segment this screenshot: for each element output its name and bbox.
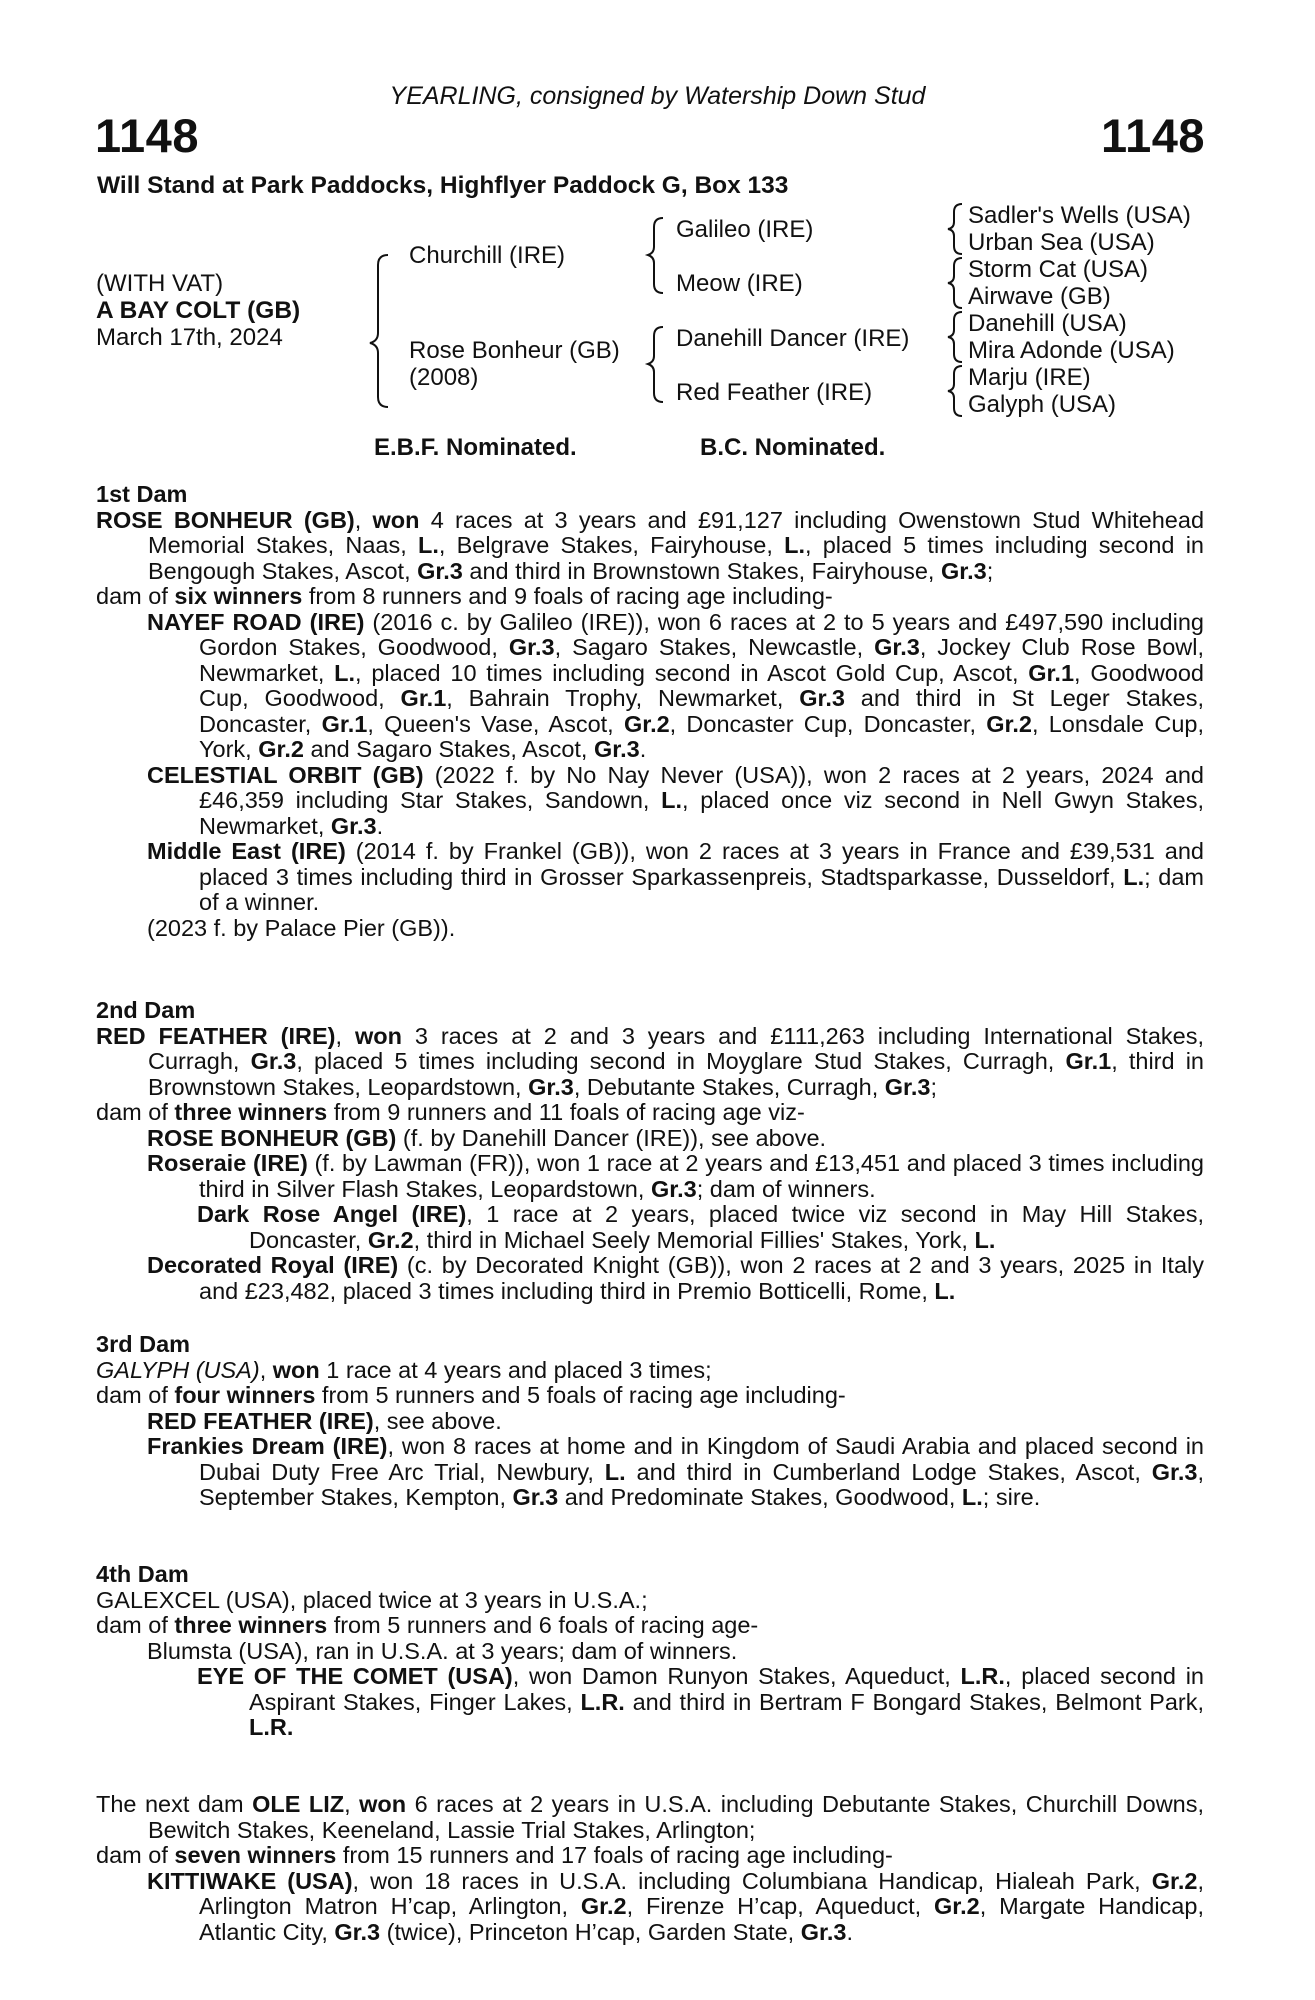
produce-2023-filly: (2023 f. by Palace Pier (GB)). bbox=[147, 914, 456, 941]
first-dam-name: ROSE BONHEUR (GB) bbox=[96, 506, 355, 533]
section-next-dam bbox=[96, 1792, 1204, 1945]
catalogue-subtitle: YEARLING, consigned by Watership Down Stud bbox=[389, 82, 926, 110]
bracket-main bbox=[370, 255, 388, 407]
horse-name: A BAY COLT (GB) bbox=[96, 297, 301, 324]
produce-nayef-road: NAYEF ROAD (IRE) (2016 c. by Galileo (IRE)), won 6 races at 2 to 5 years and £497,590 including Gordon Stakes, Goodwood, Gr.3, Sagaro Stakes, Newcastle, Gr.3, Jockey Club Rose Bowl, Newmarket, L., placed 10 times including second in Ascot Gold Cup, Ascot, Gr.1, Goodwood Cup, Goodwood, Gr.1, Bahrain Trophy, Newmarket, Gr.3 and third in St Leger Stakes, Doncaster, Gr.1, Queen's Vase, Ascot, Gr.2, Doncaster Cup, Doncaster, Gr.2, Lonsdale Cup, York, Gr.2 and Sagaro Stakes, Ascot, Gr.3. bbox=[147, 608, 1204, 762]
dam-year: (2008) bbox=[409, 364, 479, 391]
produce-decorated-royal: Decorated Royal (IRE) (c. by Decorated Knight (GB)), won 2 races at 2 and 3 years, 2025 in Italy and £23,482, placed 3 times including third in Premio Botticelli, Rome, L. bbox=[147, 1252, 1204, 1304]
produce-eye-of-the-comet: EYE OF THE COMET (USA), won Damon Runyon Stakes, Aqueduct, L.R., placed second in Aspirant Stakes, Finger Lakes, L.R. and third in Bertram F Bongard Stakes, Belmont Park, L.R. bbox=[197, 1663, 1204, 1740]
second-dam-record: RED FEATHER (IRE), won 3 races at 2 and 3 years and £111,263 including International Stakes, Curragh, Gr.3, placed 5 times including second in Moyglare Stud Stakes, Curragh, Gr.1, third in Brownstown Stakes, Leopardstown, Gr.3, Debutante Stakes, Curragh, Gr.3; bbox=[96, 1022, 1205, 1100]
produce-middle-east: Middle East (IRE) (2014 f. by Frankel (GB)), won 2 races at 3 years in France and £39,531 and placed 3 times including third in Grosser Sparkassenpreis, Stadtsparkasse, Dusseldorf, L.; dam of a winner. bbox=[147, 838, 1205, 915]
produce-frankies-dream: Frankies Dream (IRE), won 8 races at home and in Kingdom of Saudi Arabia and placed second in Dubai Duty Free Arc Trial, Newbury, L. and third in Cumberland Lodge Stakes, Ascot, Gr.3, September Stakes, Kempton, Gr.3 and Predominate Stakes, Goodwood, L.; sire. bbox=[147, 1433, 1205, 1510]
ggsire-1: Sadler's Wells (USA) bbox=[968, 202, 1191, 229]
sire: Churchill (IRE) bbox=[409, 242, 566, 269]
next-dam-record: The next dam OLE LIZ, won 6 races at 2 years in U.S.A. including Debutante Stakes, Churchill Downs, Bewitch Stakes, Keeneland, Lassie Trial Stakes, Arlington; bbox=[96, 1791, 1205, 1843]
stand-location: Will Stand at Park Paddocks, Highflyer Paddock G, Box 133 bbox=[97, 172, 789, 199]
vat-label: (WITH VAT) bbox=[96, 270, 224, 297]
ggdam-2: Airwave (GB) bbox=[968, 283, 1111, 310]
produce-roseraie: Roseraie (IRE) (f. by Lawman (FR)), won 1 race at 2 years and £13,451 and placed 3 times including third in Silver Flash Stakes, Leopardstown, Gr.3; dam of winners. bbox=[147, 1150, 1204, 1202]
bracket-sire bbox=[648, 218, 663, 293]
ebf-nominated: E.B.F. Nominated. bbox=[374, 434, 577, 461]
ggsire-4: Marju (IRE) bbox=[968, 364, 1091, 391]
third-dam-heading: 3rd Dam bbox=[96, 1331, 191, 1357]
lot-number-left: 1148 bbox=[95, 109, 199, 162]
sire-sire: Galileo (IRE) bbox=[676, 216, 814, 243]
next-dam-produce-summary: dam of seven winners from 15 runners and 17 foals of racing age including- bbox=[96, 1842, 893, 1868]
bracket-red-feather bbox=[948, 366, 962, 416]
first-dam-heading: 1st Dam bbox=[96, 481, 188, 507]
bracket-galileo bbox=[948, 204, 962, 254]
produce-blumsta: Blumsta (USA), ran in U.S.A. at 3 years; dam of winners. bbox=[147, 1637, 738, 1664]
section-third-dam bbox=[96, 1332, 1204, 1511]
dam-sire: Danehill Dancer (IRE) bbox=[676, 325, 910, 352]
produce-red-feather: RED FEATHER (IRE), see above. bbox=[147, 1407, 502, 1434]
dam: Rose Bonheur (GB) bbox=[409, 337, 620, 364]
section-second-dam bbox=[96, 998, 1204, 1304]
third-dam-record: GALYPH (USA), won 1 race at 4 years and placed 3 times; bbox=[96, 1356, 712, 1383]
bracket-dam bbox=[648, 327, 663, 402]
ggdam-1: Urban Sea (USA) bbox=[968, 229, 1155, 256]
produce-rose-bonheur: ROSE BONHEUR (GB) (f. by Danehill Dancer (IRE)), see above. bbox=[147, 1124, 827, 1151]
second-dam-produce-summary: dam of three winners from 9 runners and 11 foals of racing age viz- bbox=[96, 1099, 805, 1125]
fourth-dam-produce-summary: dam of three winners from 5 runners and 6 foals of racing age- bbox=[96, 1612, 759, 1638]
produce-celestial-orbit: CELESTIAL ORBIT (GB) (2022 f. by No Nay Never (USA)), won 2 races at 2 years, 2024 and £46,359 including Star Stakes, Sandown, L., placed once viz second in Nell Gwyn Stakes, Newmarket, Gr.3. bbox=[147, 761, 1204, 839]
fourth-dam-heading: 4th Dam bbox=[96, 1561, 189, 1587]
bracket-danehill-dancer bbox=[948, 312, 962, 362]
sire-dam: Meow (IRE) bbox=[676, 270, 803, 297]
produce-kittiwake: KITTIWAKE (USA), won 18 races in U.S.A. including Columbiana Handicap, Hialeah Park, Gr.2, Arlington Matron H’cap, Arlington, Gr.2, Firenze H’cap, Aqueduct, Gr.2, Margate Handicap, Atlantic City, Gr.3 (twice), Princeton H’cap, Garden State, Gr.3. bbox=[147, 1867, 1204, 1945]
lot-number-right: 1148 bbox=[1101, 109, 1205, 162]
produce-dark-rose-angel: Dark Rose Angel (IRE), 1 race at 2 years, placed twice viz second in May Hill Stakes, Doncaster, Gr.2, third in Michael Seely Memorial Fillies' Stakes, York, L. bbox=[197, 1201, 1204, 1253]
ggsire-3: Danehill (USA) bbox=[968, 310, 1127, 337]
fourth-dam-record: GALEXCEL (USA), placed twice at 3 years in U.S.A.; bbox=[96, 1586, 648, 1613]
second-dam-heading: 2nd Dam bbox=[96, 997, 196, 1023]
horse-dob: March 17th, 2024 bbox=[96, 324, 283, 351]
ggdam-3: Mira Adonde (USA) bbox=[968, 337, 1175, 364]
dam-dam: Red Feather (IRE) bbox=[676, 379, 873, 406]
third-dam-produce-summary: dam of four winners from 5 runners and 5 foals of racing age including- bbox=[96, 1382, 846, 1408]
section-fourth-dam bbox=[96, 1562, 1204, 1741]
bc-nominated: B.C. Nominated. bbox=[700, 434, 886, 461]
bracket-meow bbox=[948, 258, 962, 308]
section-first-dam bbox=[96, 482, 1204, 941]
first-dam-produce-summary: dam of six winners from 8 runners and 9 foals of racing age including- bbox=[96, 583, 833, 609]
ggdam-4: Galyph (USA) bbox=[968, 391, 1117, 418]
first-dam-record: ROSE BONHEUR (GB), won 4 races at 3 years and £91,127 including Owenstown Stud Whitehead Memorial Stakes, Naas, L., Belgrave Stakes, Fairyhouse, L., placed 5 times including second in Bengough Stakes, Ascot, Gr.3 and third in Brownstown Stakes, Fairyhouse, Gr.3; bbox=[96, 506, 1205, 584]
ggsire-2: Storm Cat (USA) bbox=[968, 256, 1149, 283]
